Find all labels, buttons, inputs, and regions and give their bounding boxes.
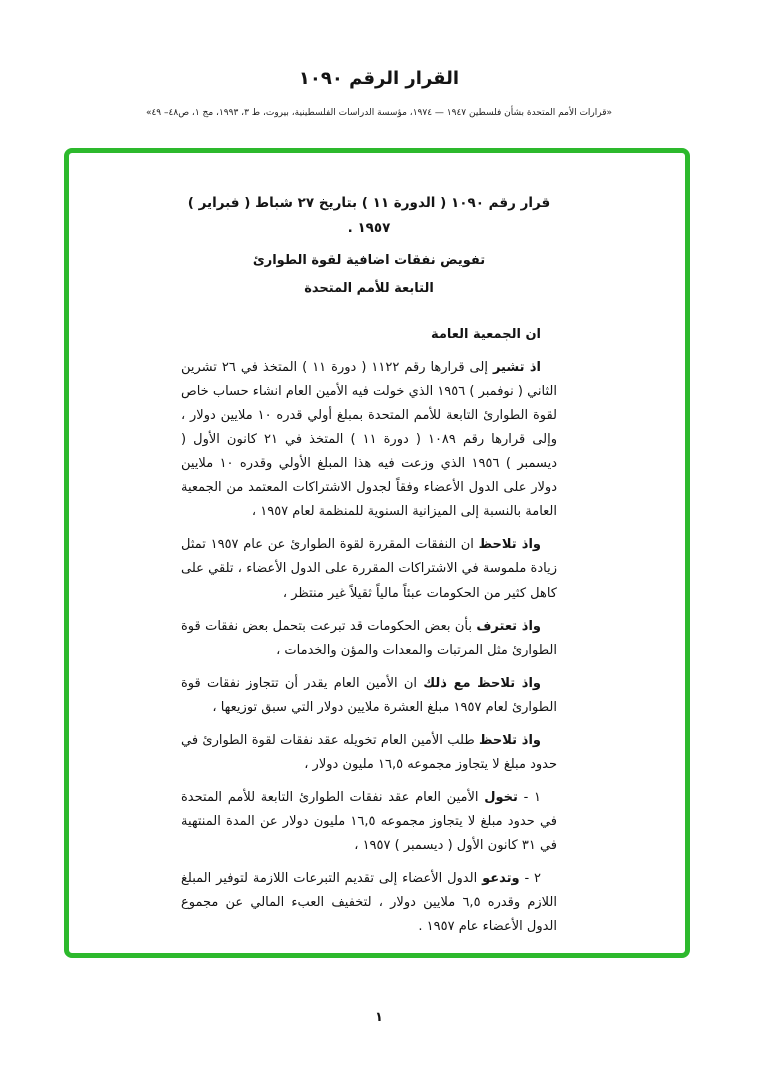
paragraph-lead: واذ تلاحظ: [479, 732, 541, 748]
resolution-heading-line1: قرار رقم ١٠٩٠ ( الدورة ١١ ) بتاريخ ٢٧ شباط ( فبراير ) ١٩٥٧ .: [187, 195, 551, 236]
resolution-heading-line2: تفويض نفقات اضافية لقوة الطوارئ: [252, 252, 486, 268]
resolution-heading-line3: التابعة للأمم المتحدة: [304, 280, 434, 296]
paragraph-lead: واذ تلاحظ مع ذلك: [423, 675, 541, 691]
page-number: ١: [375, 1010, 383, 1025]
paragraph: [181, 356, 557, 524]
page-title: القرار الرقم ١٠٩٠: [298, 68, 460, 89]
paragraph: [181, 533, 557, 605]
paragraph: [181, 867, 557, 939]
document-body: [181, 191, 557, 948]
document-frame: [64, 148, 690, 958]
paragraph-text: إلى قرارها رقم ١١٢٢ ( دورة ١١ ) المتخذ في ٢٦ تشرين الثاني ( نوفمبر ) ١٩٥٦ الذي خولت فيه الأمين العام انشاء حساب خاص لقوة الطوارئ التابعة للأمم المتحدة بمبلغ أولي قدره ١٠ ملايين دولار ، وإلى قرارها رقم ١٠٨٩ ( دورة ١١ ) المتخذ في ٢١ كانون الأول ( ديسمبر ) ١٩٥٦ الذي وزعت فيه هذا المبلغ الأولي وقدره ١٠ ملايين دولار على الدول الأعضاء وفقاً لجدول الاشتراكات المعتمد من الجمعية العامة بالنسبة إلى الميزانية السنوية للمنظمة لعام ١٩٥٧ ،: [180, 360, 558, 520]
paragraph-prefix: ٢ -: [519, 870, 541, 886]
paragraph-lead: وتدعو: [482, 870, 520, 886]
paragraph-text: ان الأمين العام يقدر أن تتجاوز نفقات قوة الطوارئ لعام ١٩٥٧ مبلغ العشرة ملايين دولار التي سبق توزيعها ،: [181, 675, 557, 715]
paragraph: [181, 729, 557, 777]
paragraph: [181, 672, 557, 720]
paragraph-text: طلب الأمين العام تخويله عقد نفقات لقوة الطوارئ في حدود مبلغ لا يتجاوز مجموعه ١٦,٥ مليون دولار ،: [181, 732, 557, 772]
paragraph-prefix: ١ -: [517, 789, 541, 805]
paragraph-text: ان النفقات المقررة لقوة الطوارئ عن عام ١٩٥٧ تمثل زيادة ملموسة في الاشتراكات المقررة على الدول الأعضاء ، تلقي على كاهل كثير من الحكومات عبئاً مالياً ثقيلاً غير منتظر ،: [181, 537, 557, 601]
paragraph-lead: واذ تعترف: [476, 618, 542, 634]
paragraph-lead: اذ تشير: [492, 360, 541, 376]
paragraph-text: الأمين العام عقد نفقات الطوارئ التابعة للأمم المتحدة في حدود مبلغ لا يتجاوز مجموعه ١٦,٥ مليون دولار عن المدة المنتهية في ٣١ كانون الأول ( ديسمبر ) ١٩٥٧ ،: [181, 789, 557, 853]
source-citation: «قرارات الأمم المتحدة بشأن فلسطين ١٩٤٧ — ١٩٧٤، مؤسسة الدراسات الفلسطينية، بيروت، ط ٣، ١٩٩٣، مج ١، ص٤٨– ٤٩»: [145, 108, 613, 118]
paragraph: [181, 323, 557, 347]
paragraph: [181, 615, 557, 663]
paragraph-text: الدول الأعضاء إلى تقديم التبرعات اللازمة لتوفير المبلغ اللازم وقدره ٦,٥ ملايين دولار ، لتخفيف العبء المالي عن مجموع الدول الأعضاء عام ١٩٥٧ .: [181, 870, 558, 935]
paragraph-lead: ان الجمعية العامة: [430, 327, 541, 343]
paragraph: [181, 786, 557, 858]
paragraph-lead: واذ تلاحظ: [478, 537, 541, 553]
paragraph-text: بأن بعض الحكومات قد تبرعت بتحمل بعض نفقات قوة الطوارئ مثل المرتبات والمعدات والمؤن والخدمات ،: [181, 618, 557, 658]
paragraph-lead: تخول: [484, 789, 518, 805]
